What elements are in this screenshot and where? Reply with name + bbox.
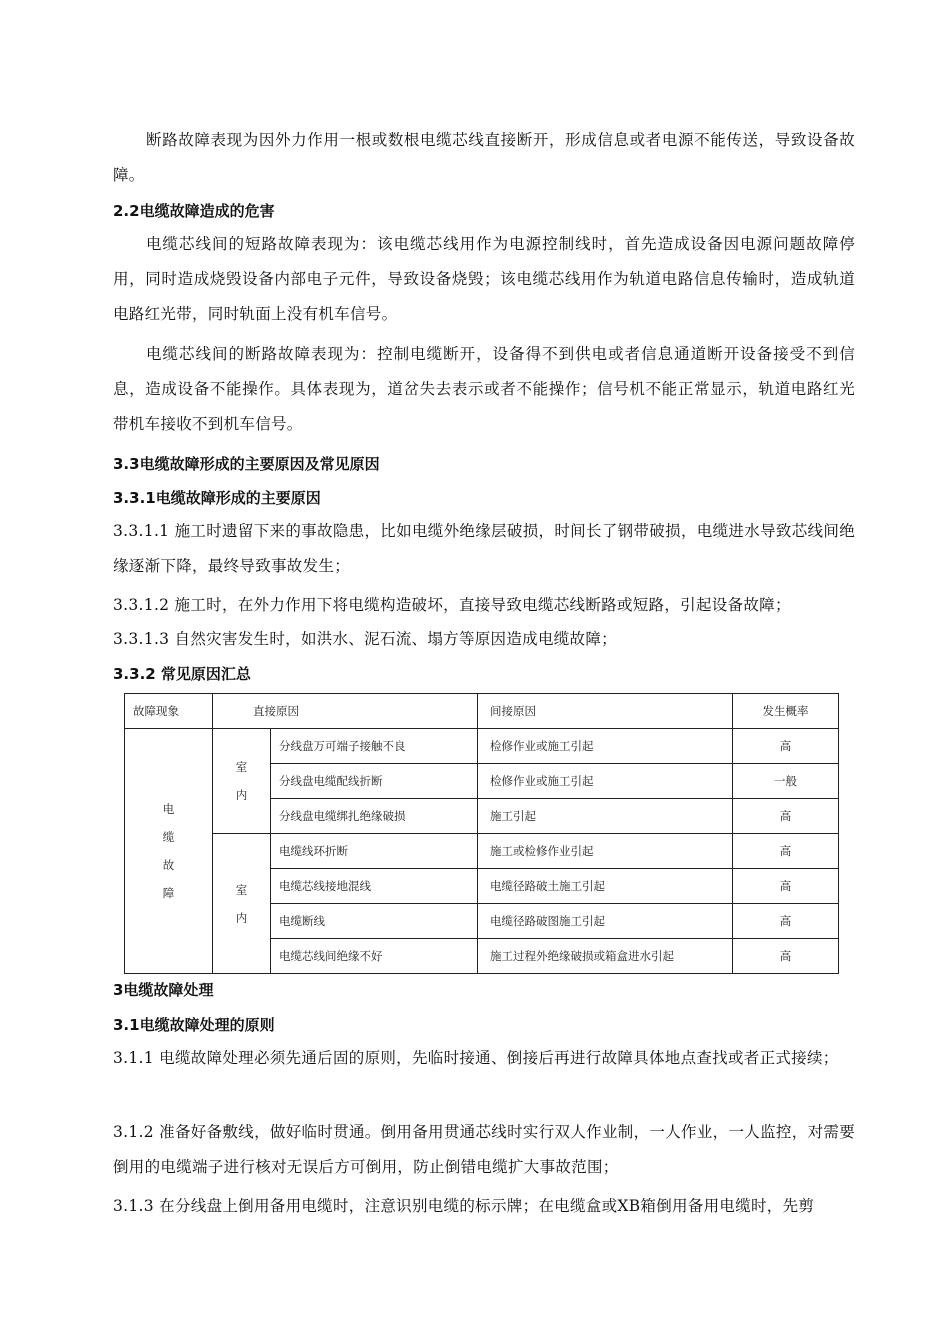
probability: 高: [733, 939, 839, 974]
heading-3-3-2: 3.3.2 常见原因汇总: [113, 665, 251, 683]
location-indoor-1: 室 内: [213, 729, 271, 834]
item-3-1-3: 3.1.3 在分线盘上倒用备用电缆时，注意识别电缆的标示牌；在电缆盒或XB箱倒用备用电缆时，先剪: [113, 1197, 815, 1215]
direct-cause: 电缆断线: [271, 904, 478, 939]
location-indoor-2: 室 内: [213, 834, 271, 974]
heading-3-3-1: 3.3.1电缆故障形成的主要原因: [113, 489, 321, 507]
heading-3-3: 3.3电缆故障形成的主要原因及常见原因: [113, 455, 380, 473]
probability: 高: [733, 799, 839, 834]
probability: 高: [733, 904, 839, 939]
direct-cause: 分线盘电缆配线折断: [271, 764, 478, 799]
header-indirect-cause: 间接原因: [478, 694, 733, 729]
table-header-row: [125, 694, 839, 729]
heading-2-2: 2.2电缆故障造成的危害: [113, 202, 275, 220]
direct-cause: 电缆芯线间绝缘不好: [271, 939, 478, 974]
direct-cause: 分线盘万可端子接触不良: [271, 729, 478, 764]
indirect-cause: 施工过程外绝缘破损或箱盒进水引起: [478, 939, 733, 974]
direct-cause: 电缆芯线接地混线: [271, 869, 478, 904]
header-phenomenon: 故障现象: [125, 694, 213, 729]
paragraph-open-circuit: 断路故障表现为因外力作用一根或数根电缆芯线直接断开，形成信息或者电源不能传送，导致设备故障。: [113, 131, 855, 184]
direct-cause: 分线盘电缆绑扎绝缘破损: [271, 799, 478, 834]
indirect-cause: 检修作业或施工引起: [478, 764, 733, 799]
table-row: [125, 834, 839, 869]
item-3-3-1-3: 3.3.1.3 自然灾害发生时，如洪水、泥石流、塌方等原因造成电缆故障；: [113, 630, 617, 648]
item-3-1-2: 3.1.2 准备好备敷线，做好临时贯通。倒用备用贯通芯线时实行双人作业制，一人作业，一人监控，对需要倒用的电缆端子进行核对无误后方可倒用，防止倒错电缆扩大事故范围；: [113, 1123, 855, 1176]
item-3-3-1-1: 3.3.1.1 施工时遗留下来的事故隐患，比如电缆外绝缘层破损，时间长了钢带破损，电缆进水导致芯线间绝缘逐渐下降，最终导致事故发生；: [113, 522, 855, 575]
probability: 一般: [733, 764, 839, 799]
item-3-3-1-2: 3.3.1.2 施工时，在外力作用下将电缆构造破坏，直接导致电缆芯线断路或短路，引起设备故障；: [113, 596, 791, 614]
heading-3: 3电缆故障处理: [113, 981, 214, 999]
indirect-cause: 施工或检修作业引起: [478, 834, 733, 869]
probability: 高: [733, 869, 839, 904]
item-3-1-1: 3.1.1 电缆故障处理必须先通后固的原则，先临时接通、倒接后再进行故障具体地点查找或者正式接续；: [113, 1049, 839, 1067]
indirect-cause: 电缆径路破土施工引起: [478, 869, 733, 904]
direct-cause: 电缆线环折断: [271, 834, 478, 869]
header-probability: 发生概率: [733, 694, 839, 729]
indirect-cause: 施工引起: [478, 799, 733, 834]
probability: 高: [733, 834, 839, 869]
paragraph-short-circuit-harm: 电缆芯线间的短路故障表现为：该电缆芯线用作为电源控制线时，首先造成设备因电源问题故障停用，同时造成烧毁设备内部电子元件，导致设备烧毁；该电缆芯线用作为轨道电路信息传输时，造成轨道电路红光带，同时轨面上没有机车信号。: [113, 235, 855, 323]
indirect-cause: 电缆径路破图施工引起: [478, 904, 733, 939]
header-direct-cause: 直接原因: [213, 694, 478, 729]
probability: 高: [733, 729, 839, 764]
common-causes-table: [124, 693, 839, 974]
heading-3-1: 3.1电缆故障处理的原则: [113, 1016, 275, 1034]
phenomenon-cable-fault: 电 缆 故 障: [125, 729, 213, 974]
paragraph-open-circuit-harm: 电缆芯线间的断路故障表现为：控制电缆断开，设备得不到供电或者信息通道断开设备接受不到信息，造成设备不能操作。具体表现为，道岔失去表示或者不能操作；信号机不能正常显示，轨道电路红光带机车接收不到机车信号。: [113, 345, 855, 433]
indirect-cause: 检修作业或施工引起: [478, 729, 733, 764]
table-row: [125, 729, 839, 764]
